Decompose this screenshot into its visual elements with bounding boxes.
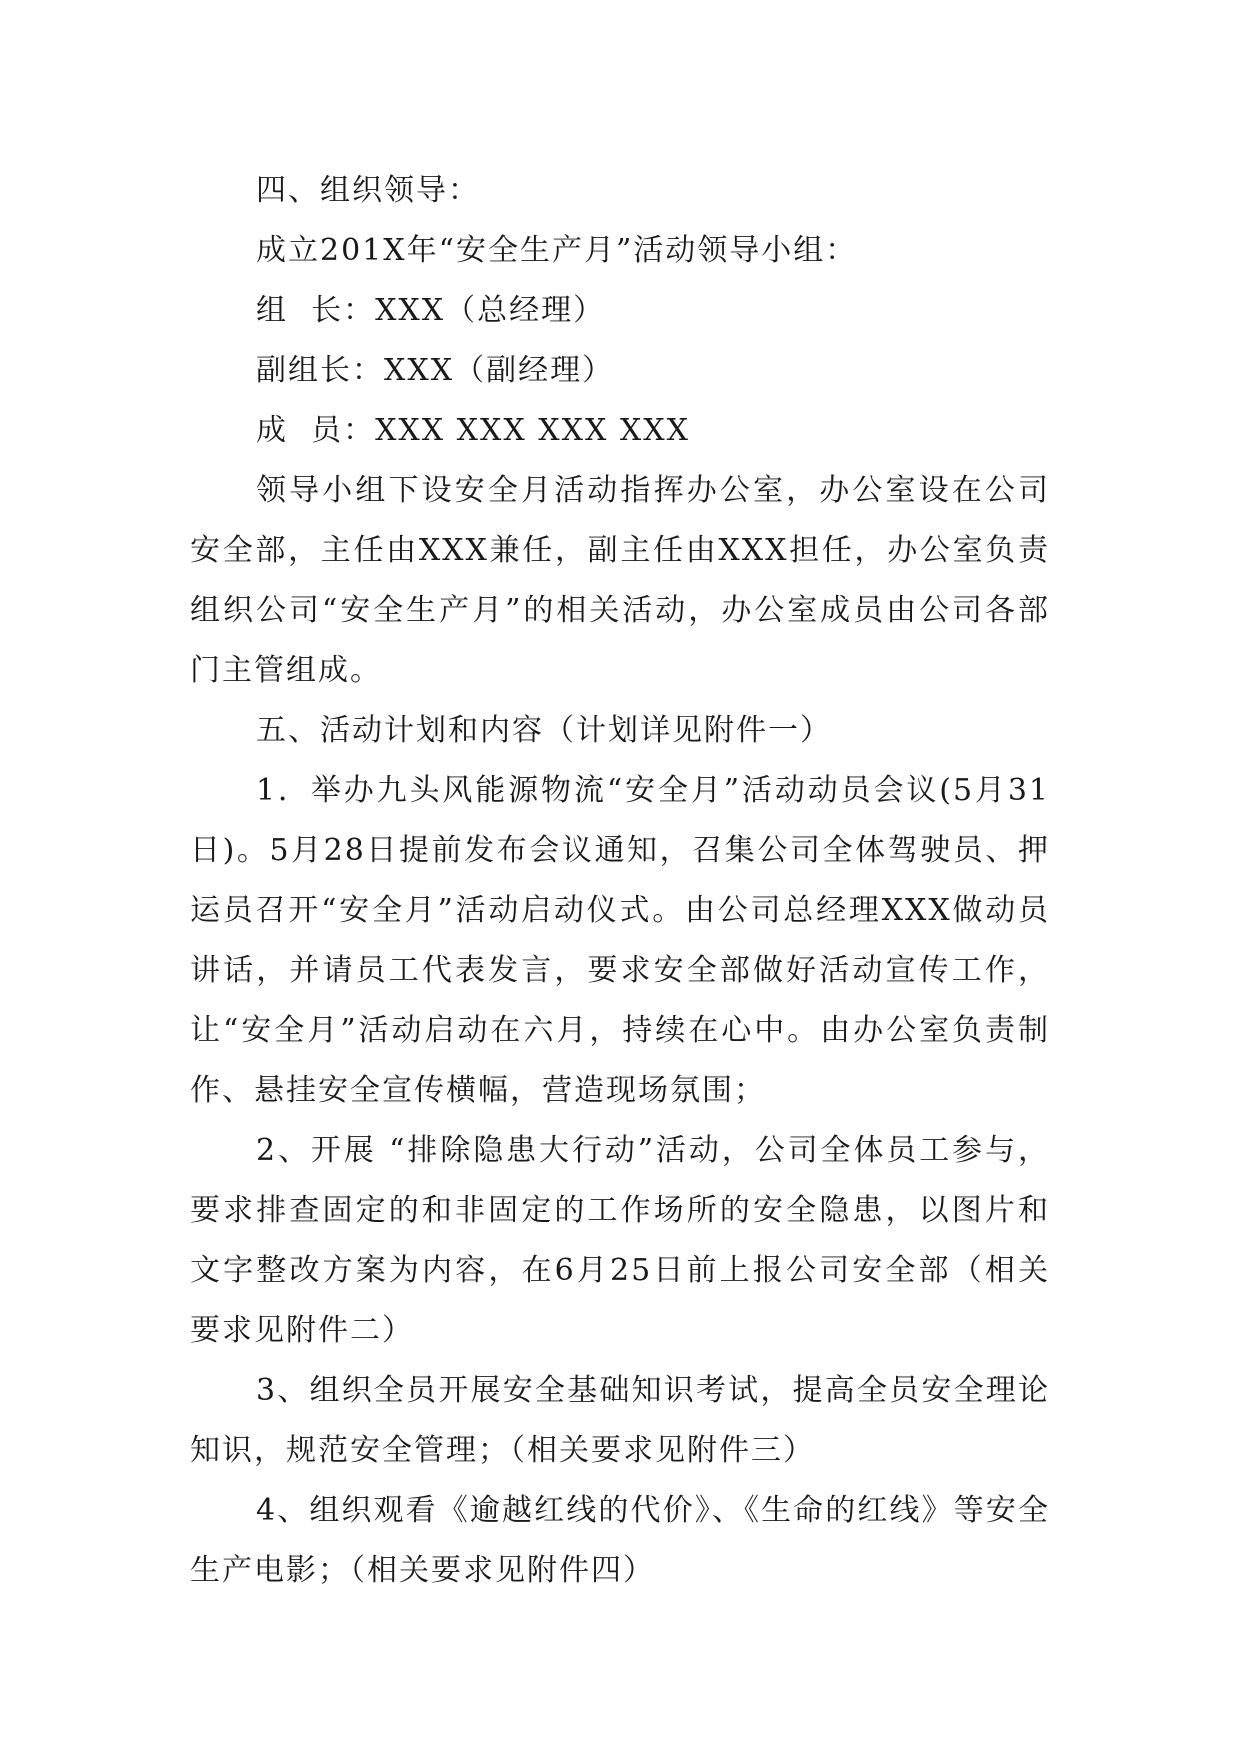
members-line: 成 员：XXX XXX XXX XXX <box>256 413 690 448</box>
section-4-heading: 四、组织领导： <box>256 173 480 208</box>
office-paragraph: 领导小组下设安全月活动指挥办公室，办公室设在公司安全部，主任由XXX兼任，副主任由XXX担任，办公室负责组织公司“安全生产月”的相关活动，办公室成员由公司各部门主管组成。 <box>190 473 1050 688</box>
deputy-leader-line: 副组长：XXX（副经理） <box>256 353 615 388</box>
plan-item-1: 1．举办九头风能源物流“安全月”活动动员会议(5月31日)。5月28日提前发布会议通知，召集公司全体驾驶员、押运员召开“安全月”活动启动仪式。由公司总经理XXX做动员讲话，并请员工代表发言，要求安全部做好活动宣传工作，让“安全月”活动启动在六月，持续在心中。由办公室负责制作、悬挂安全宣传横幅，营造现场氛围； <box>190 773 1050 1108</box>
plan-item-3: 3、组织全员开展安全基础知识考试，提高全员安全理论知识，规范安全管理；（相关要求见附件三） <box>190 1373 1050 1468</box>
plan-item-4: 4、组织观看《逾越红线的代价》、《生命的红线》等安全生产电影；（相关要求见附件四） <box>190 1493 1050 1588</box>
section-5-heading: 五、活动计划和内容（计划详见附件一） <box>256 713 832 748</box>
document-body <box>190 161 1050 1601</box>
plan-item-2: 2、开展 “排除隐患大行动”活动，公司全体员工参与，要求排查固定的和非固定的工作场所的安全隐患，以图片和文字整改方案为内容，在6月25日前上报公司安全部（相关要求见附件二） <box>190 1133 1050 1348</box>
group-leader-line: 组 长：XXX（总经理） <box>256 293 606 328</box>
establish-group-line: 成立201X年“安全生产月”活动领导小组： <box>256 233 858 268</box>
